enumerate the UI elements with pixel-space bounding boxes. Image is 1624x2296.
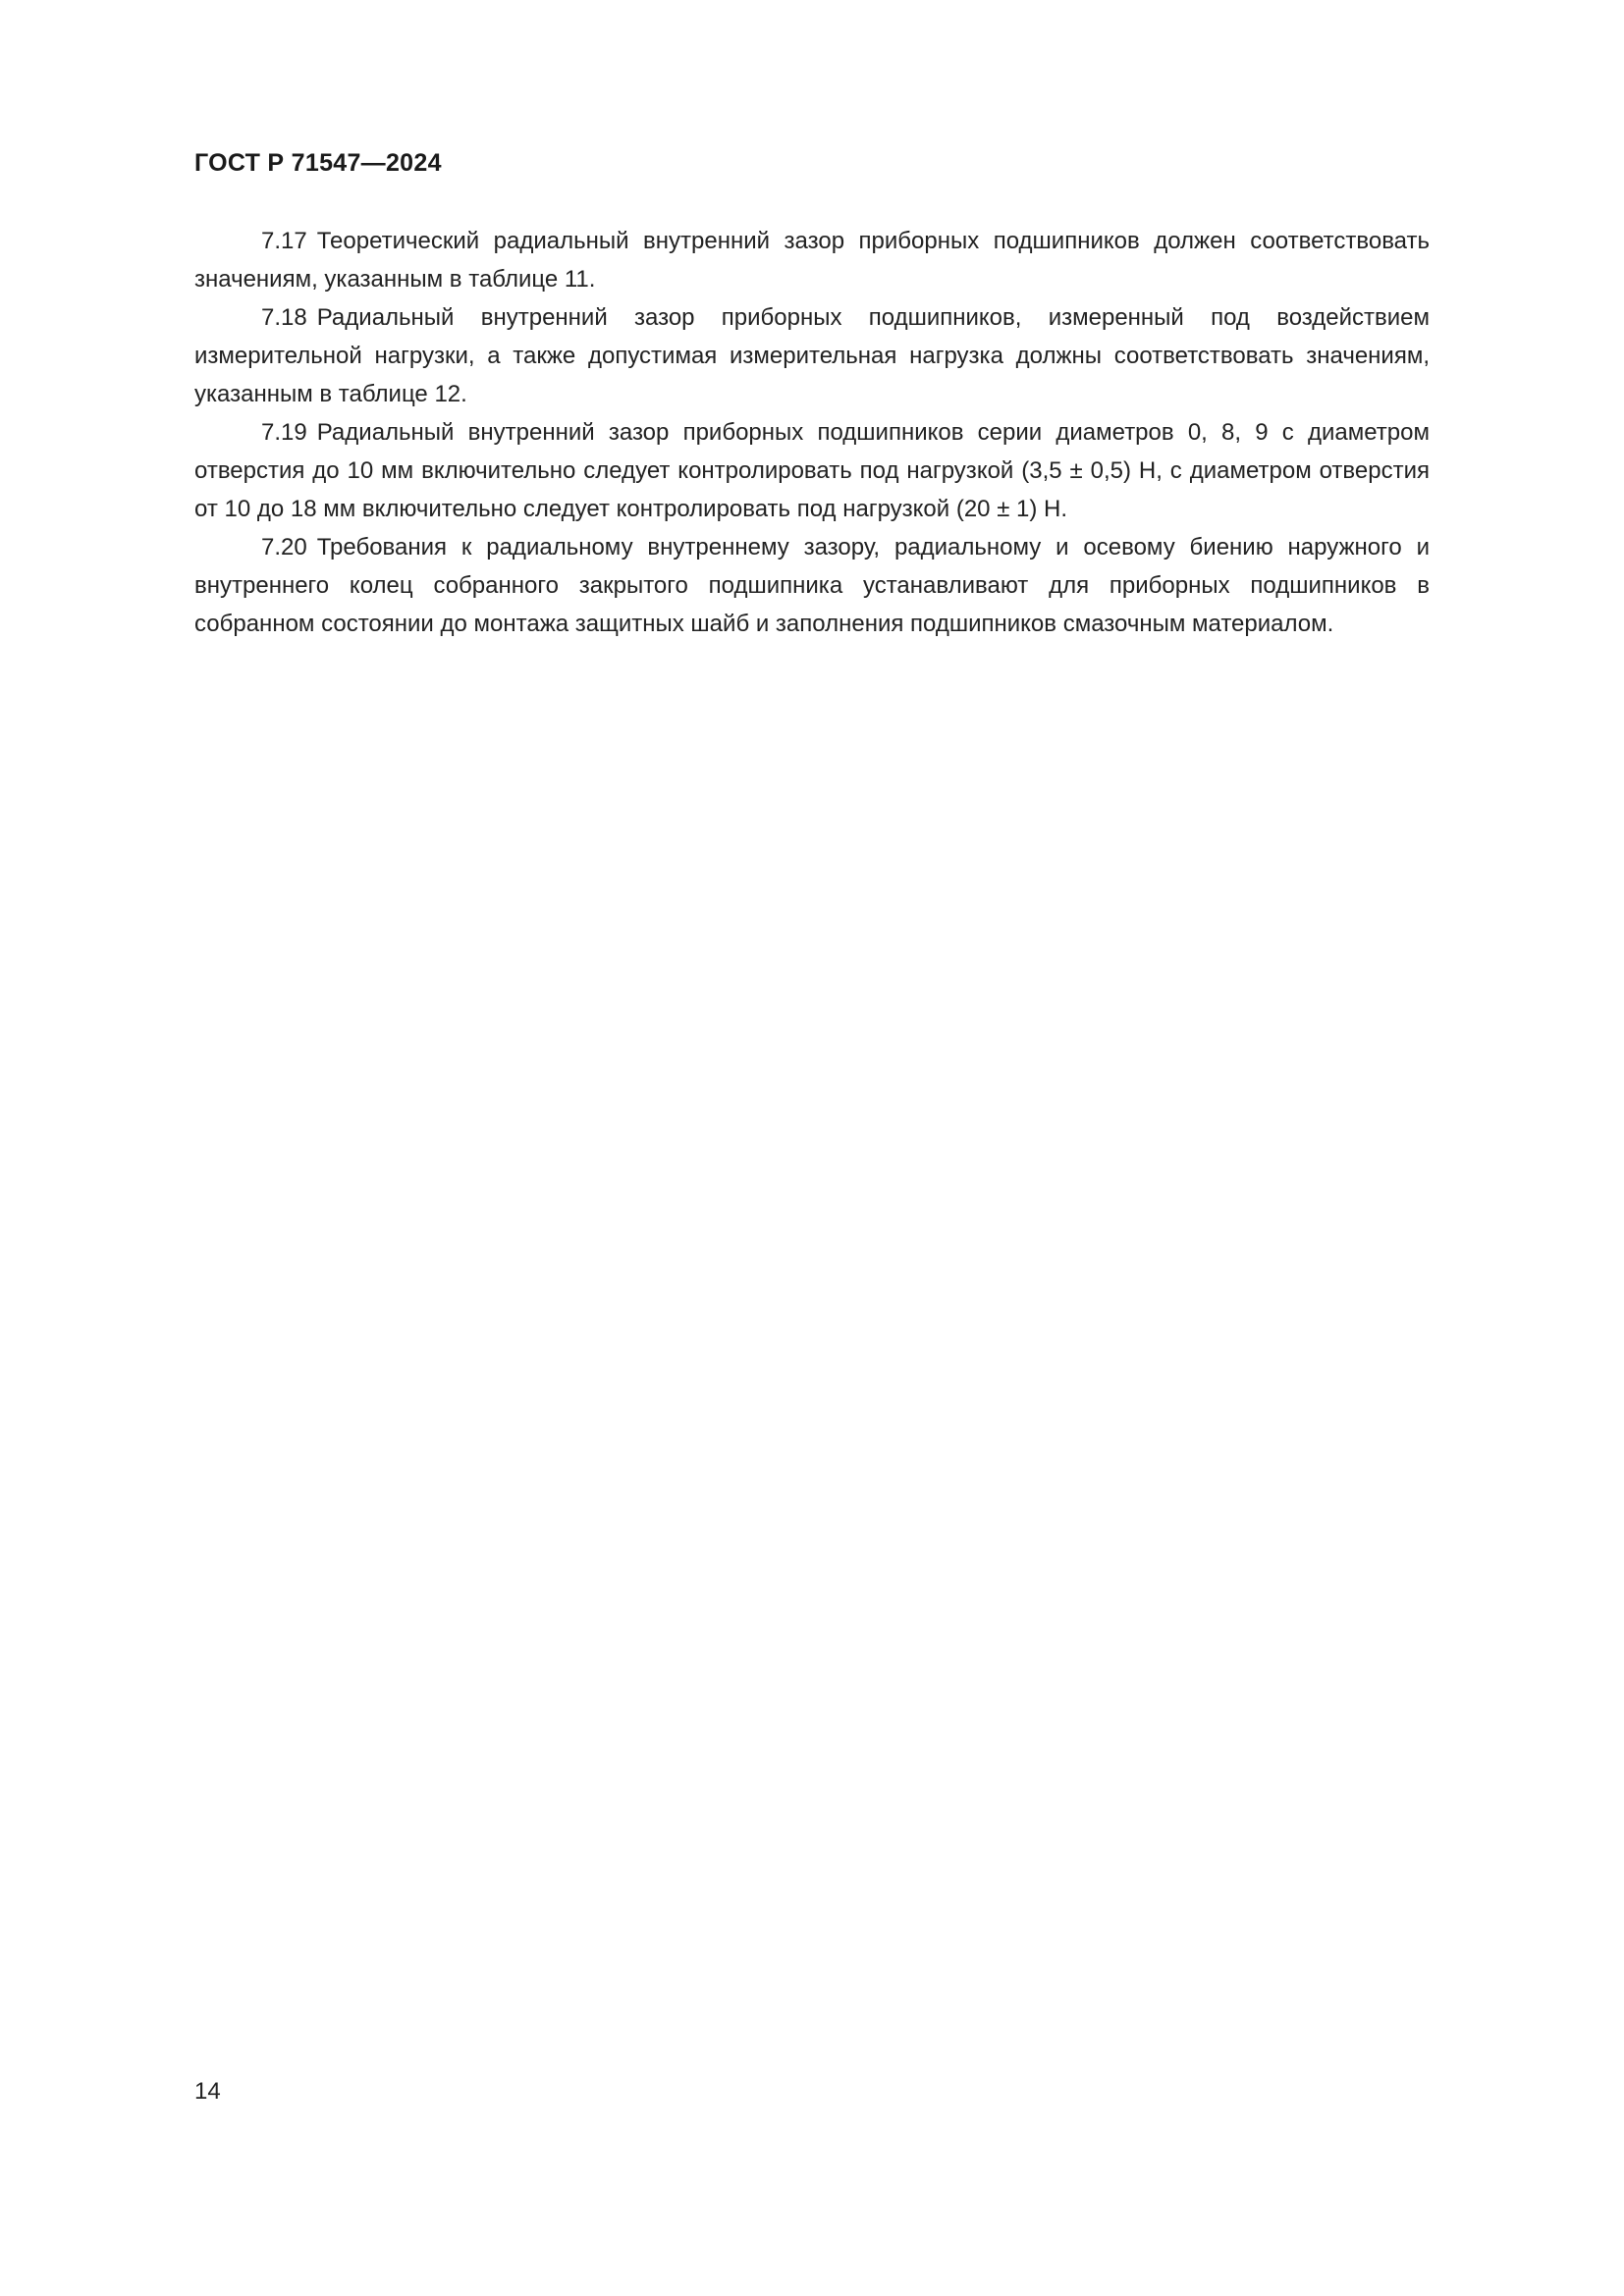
clause-number: 7.19 [261,419,307,446]
clause-7-20 [194,528,1430,643]
clause-text: Требования к радиальному внутреннему зазору, радиальному и осевому биению наружного и внутреннего колец собранного закрытого подшипника устанавливают для приборных подшипников в собранном состоянии до монтажа защитных шайб и заполнения подшипников смазочным материалом. [194,534,1430,637]
clause-number: 7.18 [261,304,307,331]
clause-text: Теоретический радиальный внутренний зазор приборных подшипников должен соответствовать значениям, указанным в таблице 11. [194,228,1430,293]
clause-7-18 [194,298,1430,413]
clause-7-19 [194,413,1430,528]
clause-text: Радиальный внутренний зазор приборных подшипников, измеренный под воздействием измерительной нагрузки, а также допустимая измерительная нагрузка должны соответствовать значениям, указанным в таблице 12. [194,304,1430,407]
clause-number: 7.20 [261,534,307,561]
clause-7-17 [194,222,1430,298]
clause-number: 7.17 [261,228,307,254]
standard-code-header: ГОСТ Р 71547—2024 [194,149,442,177]
clause-text: Радиальный внутренний зазор приборных подшипников серии диаметров 0, 8, 9 с диаметром отверстия до 10 мм включительно следует контролировать под нагрузкой (3,5 ± 0,5) Н, с диаметром отверстия от 10 до 18 мм включительно следует контролировать под нагрузкой (20 ± 1) Н. [194,419,1430,522]
page-number: 14 [194,2078,221,2105]
document-body [194,222,1430,643]
